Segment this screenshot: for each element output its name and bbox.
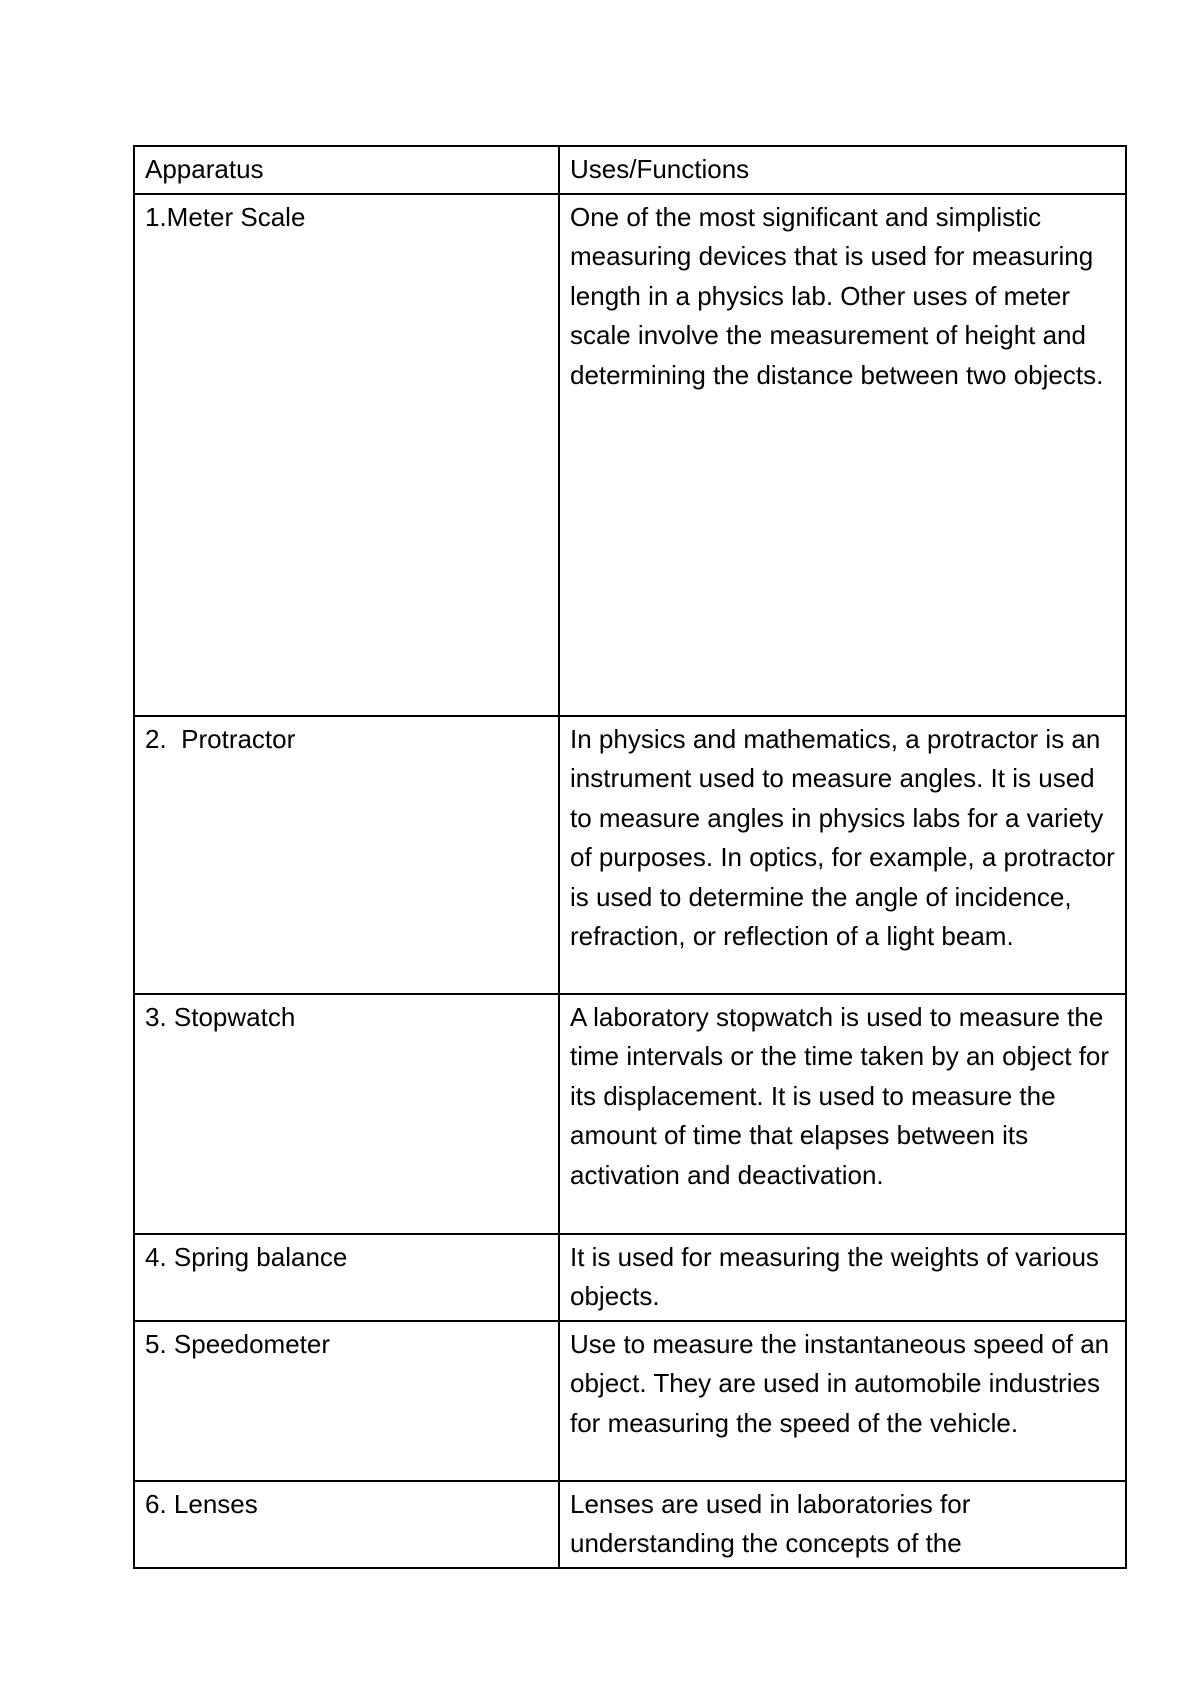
uses-cell [559, 994, 1126, 1234]
apparatus-cell [134, 716, 559, 994]
apparatus-cell [134, 994, 559, 1234]
apparatus-name: 2. Protractor [145, 723, 296, 754]
apparatus-name: 3. Stopwatch [145, 1001, 296, 1032]
uses-text: Lenses are used in laboratories for understanding the concepts of the [570, 1488, 978, 1558]
header-cell-uses [559, 146, 1126, 194]
header-cell-apparatus [134, 146, 559, 194]
table-row [134, 716, 1126, 994]
apparatus-name: 6. Lenses [145, 1488, 258, 1519]
table-row [134, 1234, 1126, 1321]
table-row [134, 1481, 1126, 1568]
uses-cell [559, 1321, 1126, 1481]
apparatus-cell [134, 1481, 559, 1568]
apparatus-cell [134, 1321, 559, 1481]
table-row [134, 1321, 1126, 1481]
uses-text: Use to measure the instantaneous speed of an object. They are used in automobile industries for measuring the speed of the vehicle. [570, 1328, 1117, 1438]
apparatus-table [133, 145, 1127, 1569]
uses-cell [559, 1234, 1126, 1321]
table-header-row [134, 146, 1126, 194]
table-row [134, 994, 1126, 1234]
uses-text: In physics and mathematics, a protractor is an instrument used to measure angles. It is used to measure angles in physics labs for a variety of purposes. In optics, for example, a protractor is used to determine the angle of incidence, refraction, or reflection of a light beam. [570, 723, 1123, 951]
apparatus-name: 1.Meter Scale [145, 201, 306, 232]
uses-cell [559, 716, 1126, 994]
apparatus-cell [134, 1234, 559, 1321]
uses-text: It is used for measuring the weights of various objects. [570, 1241, 1107, 1311]
table-row [134, 194, 1126, 716]
uses-cell [559, 194, 1126, 716]
uses-text: One of the most significant and simplistic measuring devices that is used for measuring length in a physics lab. Other uses of meter scale involve the measurement of height and determining the distance between two objects. [570, 201, 1104, 390]
uses-text: A laboratory stopwatch is used to measure the time intervals or the time taken by an object for its displacement. It is used to measure the amount of time that elapses between its activation and deactivation. [570, 1001, 1117, 1190]
apparatus-cell [134, 194, 559, 716]
apparatus-name: 5. Speedometer [145, 1328, 331, 1359]
apparatus-name: 4. Spring balance [145, 1241, 348, 1272]
uses-cell [559, 1481, 1126, 1568]
header-label: Uses/Functions [570, 154, 750, 184]
header-label: Apparatus [145, 154, 264, 184]
